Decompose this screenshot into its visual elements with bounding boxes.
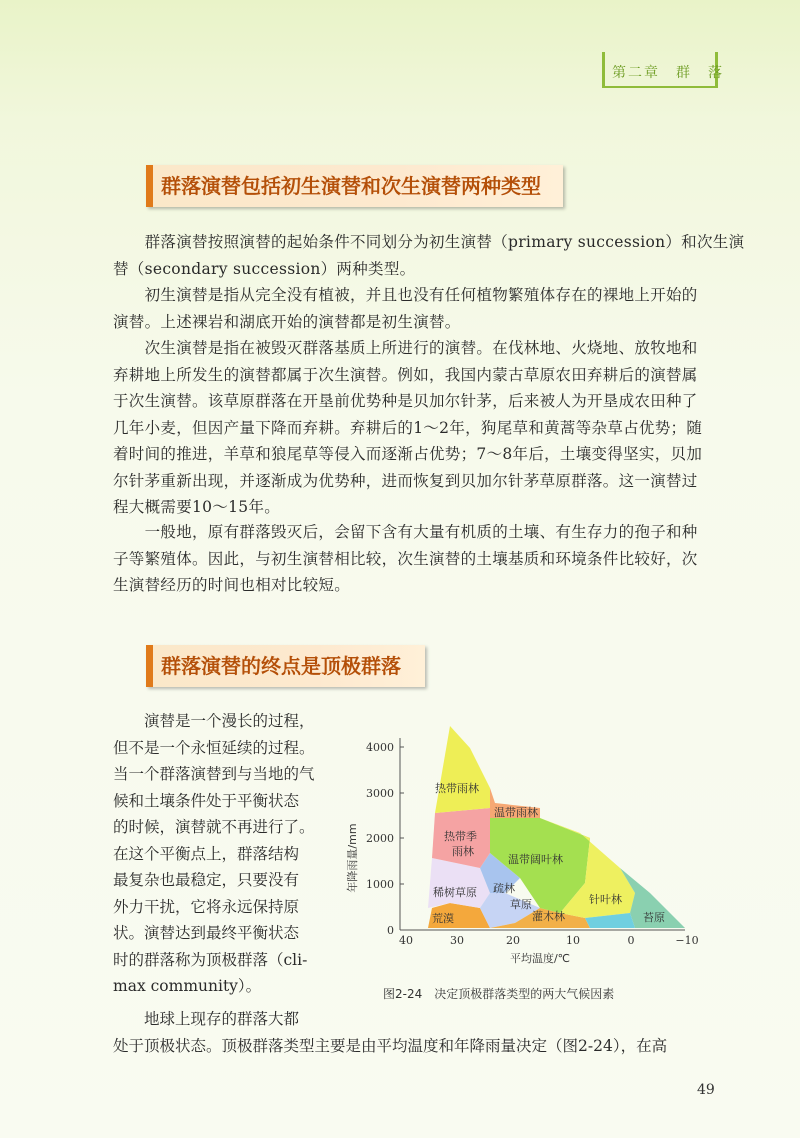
label-desert: 荒漠 <box>432 912 454 925</box>
text-line: 程大概需要10～15年。 <box>113 498 281 516</box>
text-line: 外力干扰，它将永远保持原 <box>113 897 300 916</box>
label-woodland: 疏林 <box>493 882 515 895</box>
section-heading-text: 群落演替包括初生演替和次生演替两种类型 <box>161 174 541 198</box>
text-line: 候和土壤条件处于平衡状态 <box>113 791 300 810</box>
text-line: 尔针茅重新出现，并逐渐成为优势种，进而恢复到贝加尔针茅草原群落。这一演替过 <box>113 471 698 490</box>
y-tick-label: 2000 <box>366 832 394 845</box>
x-tick-label: 10 <box>566 934 580 947</box>
x-tick-label: 30 <box>450 934 464 947</box>
section-heading-text: 群落演替的终点是顶极群落 <box>161 654 401 678</box>
label-tundra: 苔原 <box>643 911 665 924</box>
text-line: 着时间的推进，羊草和狼尾草等侵入而逐渐占优势；7～8年后，土壤变得坚实，贝加 <box>113 445 703 463</box>
x-tick-label: −10 <box>675 934 699 947</box>
section-heading-succession-types <box>146 165 563 207</box>
label-tropical-rainforest: 热带雨林 <box>435 782 479 795</box>
section-heading-climax <box>146 645 425 687</box>
paragraph-left-column <box>113 708 315 1000</box>
x-tick-label: 20 <box>506 934 520 947</box>
text-line: 处于顶极状态。顶极群落类型主要是由平均温度和年降雨量决定（图2-24），在高 <box>113 1037 668 1055</box>
text-line: 一般地，原有群落毁灭后，会留下含有大量有机质的土壤、有生存力的孢子和种 <box>113 523 698 541</box>
paragraph <box>113 519 717 599</box>
text-line: 弃耕地上所发生的演替都属于次生演替。例如，我国内蒙古草原农田弃耕后的演替属 <box>113 365 698 384</box>
label-grassland: 草原 <box>510 898 532 911</box>
label-temperate-broadleaf: 温带阔叶林 <box>508 853 563 866</box>
text-line: 子等繁殖体。因此，与初生演替相比较，次生演替的土壤基质和环境条件比较好，次 <box>113 549 698 568</box>
text-line: 几年小麦，但因产量下降而弃耕。弃耕后的1～2年，狗尾草和黄蒿等杂草占优势；随 <box>113 418 703 437</box>
text-line: 群落演替按照演替的起始条件不同划分为初生演替（primary succession）和次生演 <box>113 233 745 251</box>
text-line: 初生演替是指从完全没有植被，并且也没有任何植物繁殖体存在的裸地上开始的 <box>113 286 698 304</box>
label-shrubland: 灌木林 <box>532 910 565 923</box>
text-line: 地球上现存的群落大都 <box>113 1010 300 1028</box>
x-axis-label: 平均温度/℃ <box>509 952 571 965</box>
paragraph <box>113 229 745 282</box>
y-tick-label: 0 <box>387 924 394 937</box>
x-tick-label: 0 <box>627 934 635 947</box>
y-tick-label: 4000 <box>366 741 394 754</box>
label-coniferous: 针叶林 <box>589 893 622 906</box>
text-line: 于次生演替。该草原群落在开垦前优势种是贝加尔针茅，后来被人为开垦成农田种了 <box>113 392 698 410</box>
figure-caption: 图2-24 决定顶极群落类型的两大气候因素 <box>383 987 615 1001</box>
label-savanna: 稀树草原 <box>433 886 477 899</box>
y-tick-label: 3000 <box>366 787 394 800</box>
text-line: 演替是一个漫长的过程， <box>113 712 315 730</box>
text-line: 状。演替达到最终平衡状态 <box>113 924 300 942</box>
header-frame-left <box>602 52 605 88</box>
text-line: 在这个平衡点上，群落结构 <box>113 844 300 863</box>
text-line: 最复杂也最稳定，只要没有 <box>113 871 300 889</box>
text-line: 但不是一个永恒延续的过程。 <box>113 738 315 757</box>
region-tropical-rainforest <box>435 726 490 813</box>
label-tropical-seasonal-1: 热带季 <box>444 830 477 843</box>
text-line: 当一个群落演替到与当地的气 <box>113 765 315 783</box>
header-frame-bottom <box>602 86 718 88</box>
page-number: 49 <box>697 1082 715 1098</box>
text-line: 替（secondary succession）两种类型。 <box>113 259 416 278</box>
text-line: max community）。 <box>113 977 262 995</box>
text-line: 时的群落称为顶极群落（cli- <box>113 950 308 969</box>
x-tick-label: 40 <box>399 934 413 947</box>
label-temperate-rainforest: 温带雨林 <box>494 806 538 819</box>
text-line: 的时候，演替就不再进行了。 <box>113 818 315 836</box>
text-line: 生演替经历的时间也相对比较短。 <box>113 576 351 594</box>
label-tropical-seasonal-2: 雨林 <box>452 845 474 858</box>
paragraph <box>113 282 717 335</box>
text-line: 次生演替是指在被毁灭群落基质上所进行的演替。在伐林地、火烧地、放牧地和 <box>113 339 698 357</box>
paragraph <box>113 1006 667 1060</box>
paragraph <box>113 335 717 521</box>
climate-biome-figure <box>340 718 720 970</box>
chapter-title: 第二章 群 落 <box>612 65 724 81</box>
y-axis-label: 年降雨量/mm <box>346 823 359 893</box>
y-tick-label: 1000 <box>366 878 394 891</box>
text-line: 演替。上述裸岩和湖底开始的演替都是初生演替。 <box>113 312 461 331</box>
